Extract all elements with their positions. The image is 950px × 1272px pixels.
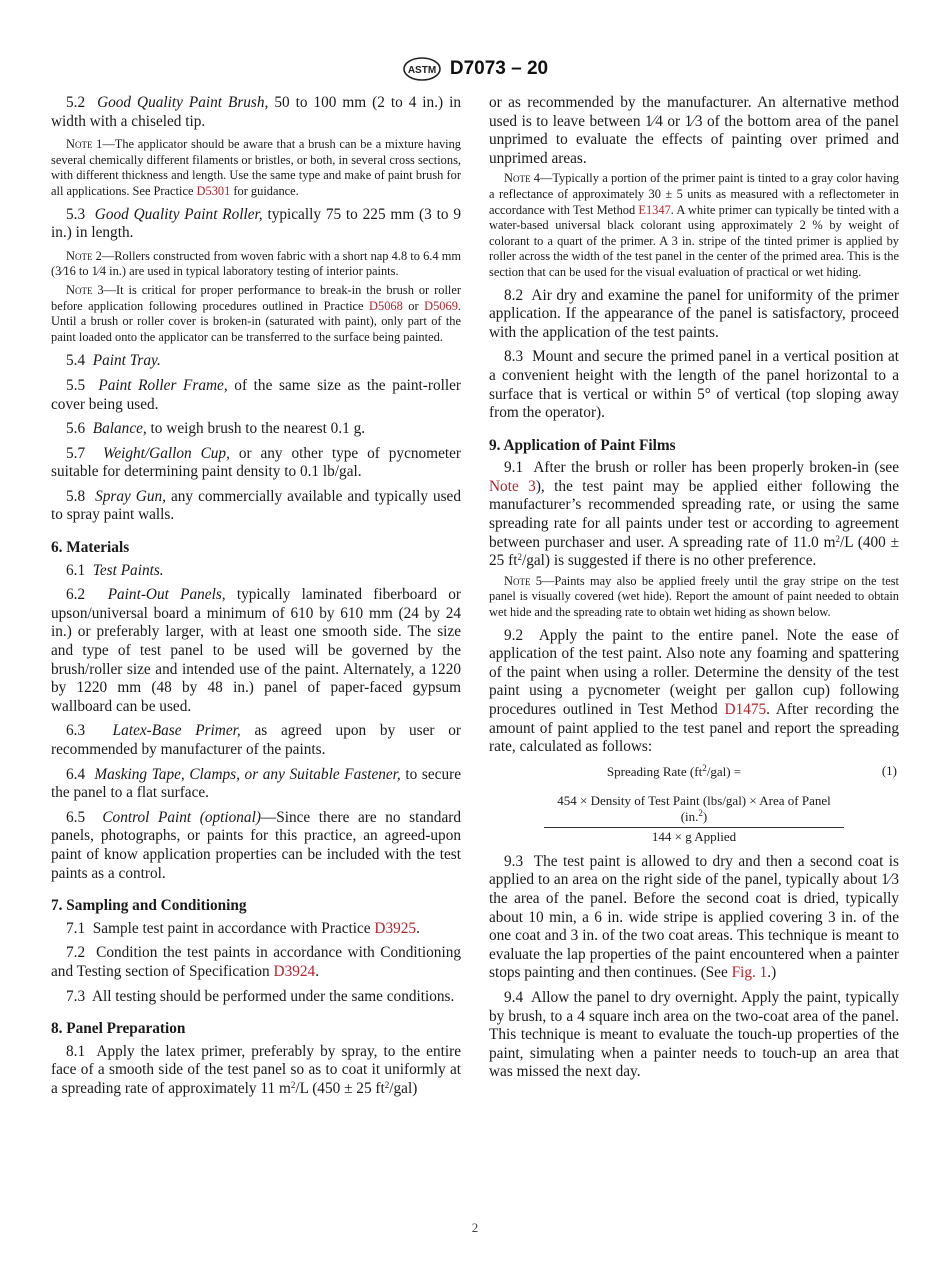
section-6-5: 6.5 Control Paint (optional)—Since there are no standard panels, photographs, or paints for this practice, an agreed-upon paint of know application properties can be included with the test paints as a control. <box>51 808 461 882</box>
section-6-4: 6.4 Masking Tape, Clamps, or any Suitable Fastener, to secure the panel to a flat surface. <box>51 765 461 802</box>
section-8-1: 8.1 Apply the latex primer, preferably by spray, to the entire face of a smooth side of the test panel so as to coat it uniformly at a spreading rate of approximately 11 $m^2/L$ (450 ± 25 $ft^2/gal$) <box>51 1042 461 1097</box>
section-5-7: 5.7 Weight/Gallon Cup, or any other type of pycnometer suitable for determining paint density to 0.1 lb/gal. <box>51 444 461 481</box>
equation-number: (1) <box>881 762 897 778</box>
link-d5301[interactable]: D5301 <box>196 183 231 198</box>
note-1: Note 1—The applicator should be aware that a brush can be a mixture having several chemically different filaments or bristles, or both, in several cross sections, with different thickness and length. Use the same type and make of paint brush for all applications. See Practice D5301 for guidance. <box>51 137 461 198</box>
section-5-8: 5.8 Spray Gun, any commercially available and typically used to spray paint walls. <box>51 487 461 524</box>
section-8-1-continued: or as recommended by the manufacturer. An alternative method used is to leave between 1⁄4 or 1⁄3 of the bottom area of the panel unprimed to evaluate the effects of painting over primed and unprimed areas. <box>489 94 899 167</box>
section-9-1: 9.1 After the brush or roller has been properly broken-in (see Note 3), the test paint may be applied either following the manufacturer’s recommended spreading rate, or using the same spreading rate for all paints under test or according to agreement between purchaser and user. A spreading rate of 11.0 $m^2/L$ (400 ± 25 $ft^2/gal$) is suggested if there is no other preference. <box>489 459 900 570</box>
section-5-4: 5.4 Paint Tray. <box>66 352 161 370</box>
section-5-5: 5.5 Paint Roller Frame, of the same size as the paint-roller cover being used. <box>51 376 461 413</box>
link-e1347[interactable]: E1347 <box>638 202 671 217</box>
note-4: Note 4—Typically a portion of the primer paint is tinted to a gray color having a reflectance of approximately 30 ± 5 units as measured with a reflectometer in accordance with Test Method E1347. A white primer can typically be tinted with a water-based universal black colorant using approximately 2 % by weight of colorant to a quart of the primer. A 3 in. stripe of the tinted primer is applied by roller across the width of the test panel in the center of the primed area. This is the section that can be used for the visual evaluation of practical or wet hiding. <box>489 171 899 279</box>
page-header <box>0 56 950 82</box>
equation-fraction <box>544 793 844 845</box>
section-5-3: 5.3 Good Quality Paint Roller, typically 75 to 225 mm (3 to 9 in.) in length. <box>51 205 461 242</box>
link-d5069[interactable]: D5069 <box>424 298 458 313</box>
heading-application: 9. Application of Paint Films <box>489 436 676 454</box>
link-d3924[interactable]: D3924 <box>273 962 316 980</box>
link-d3925[interactable]: D3925 <box>374 919 417 937</box>
section-9-3: 9.3 The test paint is allowed to dry and then a second coat is applied to an area on the right side of the panel, typically about 1⁄3 the area of the panel. Before the second coat is dried, typically about 10 min, a 6 in. wide stripe is applied covering 3 in. of the one coat and 3 in. of the two coat areas. This technique is meant to evaluate the lap properties of the paint encountered when a painter stops painting and then continues. (See Fig. 1.) <box>489 852 899 982</box>
astm-logo-icon <box>402 56 442 82</box>
section-9-4: 9.4 Allow the panel to dry overnight. Apply the paint, typically by brush, to a 4 square inch area on the two-coat area of the panel. This technique is meant to evaluate the touch-up properties of the paint, simulating when a painter needs to touch-up an area that was missed the next day. <box>489 988 900 1081</box>
section-8-2: 8.2 Air dry and examine the panel for uniformity of the primer application. If the appearance of the panel is satisfactory, proceed with the application of the test paints. <box>489 286 899 341</box>
note-2: Note 2—Rollers constructed from woven fabric with a short nap 4.8 to 6.4 mm (3⁄16 to 1⁄4 in.) are used in typical laboratory testing of interior paints. <box>51 248 461 279</box>
equation-denominator: 144 × g Applied <box>651 828 737 844</box>
standard-designation: D7073 – 20 <box>449 58 549 79</box>
section-7-1: 7.1 Sample test paint in accordance with Practice D3925. <box>66 919 420 937</box>
section-5-6: 5.6 Balance, to weigh brush to the nearest 0.1 g. <box>66 420 366 438</box>
section-7-3: 7.3 All testing should be performed under the same conditions. <box>66 987 455 1005</box>
link-d5068[interactable]: D5068 <box>369 298 403 313</box>
section-5-2: 5.2 Good Quality Paint Brush, 50 to 100 mm (2 to 4 in.) in width with a chiseled tip. <box>51 94 461 130</box>
heading-materials: 6. Materials <box>51 539 130 557</box>
note-5: Note 5—Paints may also be applied freely until the gray stripe on the test panel is visually covered (wet hide). Report the amount of paint needed to obtain wet hide and the spreading rate to obtain wet hiding as shown below. <box>489 573 899 620</box>
left-column <box>51 94 461 1105</box>
heading-sampling: 7. Sampling and Conditioning <box>51 897 247 915</box>
section-7-2: 7.2 Condition the test paints in accordance with Conditioning and Testing section of Specification D3924. <box>51 944 462 980</box>
section-6-1: 6.1 Test Paints. <box>66 561 164 579</box>
section-9-2: 9.2 Apply the paint to the entire panel. Note the ease of application of the test paint. Also note any foaming and spattering of the paint when using a roller. Determine the density of the test paint using a pycnometer (weight per gallon cup) following procedures outlined in Test Method D1475. After recording the amount of paint applied to the test panel and report the spreading rate, calculated as follows: <box>489 626 899 756</box>
link-fig-1[interactable]: Fig. 1 <box>731 964 768 982</box>
equation-lhs: Spreading Rate $(ft^2/gal)$ = <box>606 762 742 779</box>
section-6-3: 6.3 Latex-Base Primer, as agreed upon by user or recommended by manufacturer of the paints. <box>51 722 461 758</box>
link-note-3[interactable]: Note 3 <box>489 477 536 495</box>
note-3: Note 3—It is critical for proper performance to break-in the brush or roller before application following procedures outlined in Practice D5068 or D5069. Until a brush or roller cover is broken-in (saturated with paint), only part of the paint loaded onto the applicator can be transferred to the surface being painted. <box>51 282 461 344</box>
equation-1 <box>489 763 899 845</box>
equation-numerator: 454 × Density of Test Paint (lbs/gal) × Area of Panel (in.$^2$) <box>544 793 844 828</box>
section-8-3: 8.3 Mount and secure the primed panel in a vertical position at a convenient height with the length of the panel horizontal to a surface that is vertical or within 5° of vertical (top sloping away from the operator). <box>489 348 899 422</box>
section-6-2: 6.2 Paint-Out Panels, typically laminated fiberboard or upson/universal board a minimum of 610 by 610 mm (24 by 24 in.) or preferably larger, with at least one smooth side. The size and type of test panel to be used will be governed by the brush/roller size and intended use of the paint. Alternately, a 1220 by 1220 mm (48 by 48 in.) panel of paper-faced gypsum wallboard can be used. <box>51 586 461 715</box>
heading-panel-preparation: 8. Panel Preparation <box>51 1020 186 1038</box>
link-d1475[interactable]: D1475 <box>724 701 767 718</box>
page-number: 2 <box>471 1220 479 1235</box>
svg-text:ASTM: ASTM <box>407 65 437 76</box>
right-column <box>489 94 899 1088</box>
